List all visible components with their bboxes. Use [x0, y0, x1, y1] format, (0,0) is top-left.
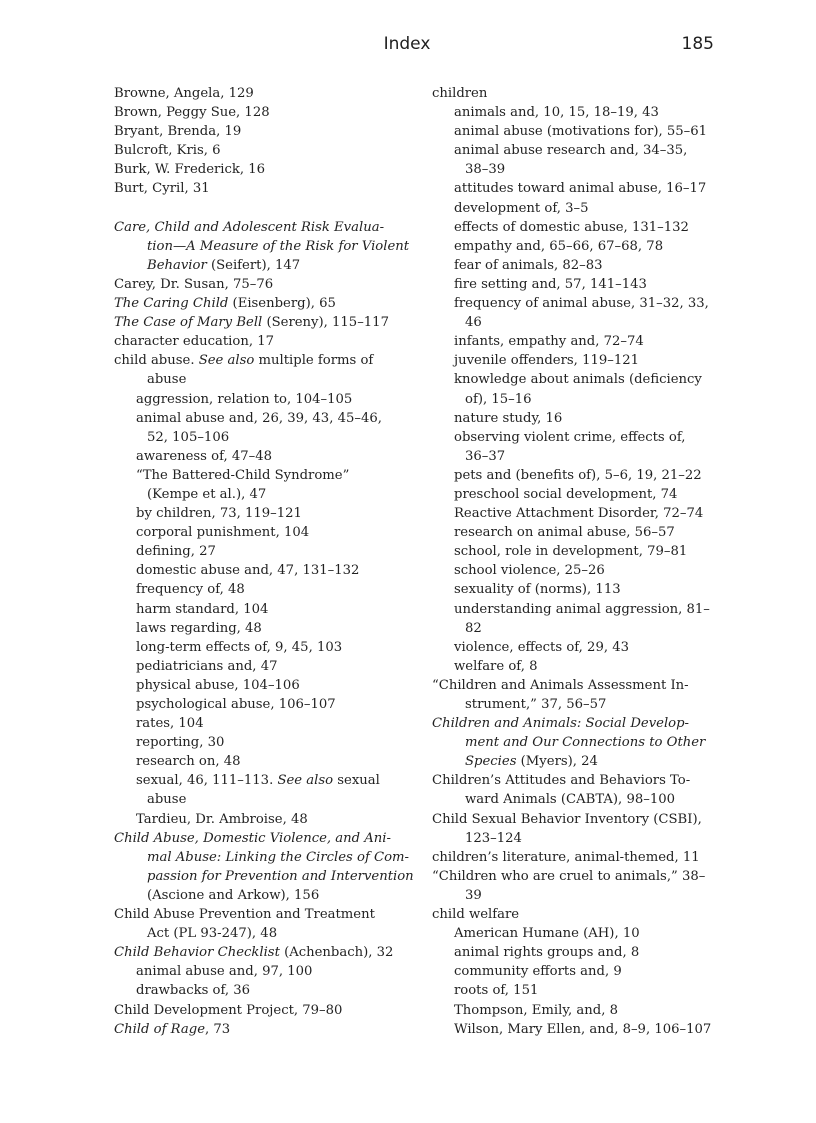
- index-entry: Bulcroft, Kris, 6: [114, 143, 221, 159]
- index-entry: Child Abuse, Domestic Violence, and Ani-: [114, 830, 391, 846]
- index-entry: preschool social development, 74: [454, 486, 678, 502]
- index-entry: Child Abuse Prevention and Treatment: [114, 907, 375, 923]
- index-entry: American Humane (AH), 10: [454, 926, 640, 942]
- index-entry: research on animal abuse, 56–57: [454, 525, 675, 541]
- index-entry: fear of animals, 82–83: [454, 257, 603, 273]
- index-entry: fire setting and, 57, 141–143: [454, 276, 647, 292]
- index-entry: child abuse. See also multiple forms of: [114, 353, 374, 369]
- index-entry: The Case of Mary Bell (Sereny), 115–117: [114, 315, 389, 331]
- index-entry: school violence, 25–26: [454, 563, 605, 579]
- index-entry: animal abuse and, 97, 100: [136, 964, 313, 980]
- index-entry: Children and Animals: Social Develop-: [432, 716, 690, 732]
- index-entry: Child Behavior Checklist (Achenbach), 32: [114, 945, 394, 961]
- index-entry: Act (PL 93-247), 48: [147, 926, 278, 942]
- index-entry: Child Sexual Behavior Inventory (CSBI),: [432, 811, 702, 827]
- index-entry: laws regarding, 48: [136, 620, 262, 636]
- index-entry: animal abuse and, 26, 39, 43, 45–46,: [136, 410, 382, 426]
- index-entry: Burk, W. Frederick, 16: [114, 162, 266, 178]
- index-entry: children: [432, 86, 488, 101]
- index-entry: awareness of, 47–48: [136, 448, 273, 464]
- index-entry: The Caring Child (Eisenberg), 65: [114, 296, 336, 312]
- index-entry: effects of domestic abuse, 131–132: [454, 219, 689, 235]
- index-entry: 52, 105–106: [147, 429, 230, 445]
- index-entry: psychological abuse, 106–107: [136, 697, 336, 712]
- index-entry: ment and Our Connections to Other: [465, 735, 706, 751]
- index-entry: animals and, 10, 15, 18–19, 43: [454, 105, 659, 121]
- index-entry: “Children and Animals Assessment In-: [432, 677, 689, 693]
- index-entry: pediatricians and, 47: [136, 658, 278, 674]
- index-entry: strument,” 37, 56–57: [465, 697, 607, 712]
- index-entry: Children’s Attitudes and Behaviors To-: [432, 773, 691, 789]
- index-entry: juvenile offenders, 119–121: [454, 353, 640, 369]
- index-entry: Tardieu, Dr. Ambroise, 48: [136, 811, 308, 827]
- index-entry: ward Animals (CABTA), 98–100: [465, 792, 675, 808]
- index-entry: Child of Rage, 73: [114, 1021, 231, 1037]
- index-entry: abuse: [147, 792, 187, 808]
- index-entry: physical abuse, 104–106: [136, 677, 300, 693]
- index-column-left: [114, 84, 414, 1039]
- index-entry: Child Development Project, 79–80: [114, 1002, 343, 1018]
- index-entry: infants, empathy and, 72–74: [454, 334, 644, 350]
- index-entry: abuse: [147, 372, 187, 388]
- index-entry: Carey, Dr. Susan, 75–76: [114, 276, 274, 292]
- index-entry: tion—A Measure of the Risk for Violent: [147, 238, 410, 254]
- index-entry: knowledge about animals (deficiency: [454, 372, 702, 388]
- index-entry: corporal punishment, 104: [136, 525, 310, 541]
- index-entry: Behavior (Seifert), 147: [147, 257, 301, 273]
- index-entry: attitudes toward animal abuse, 16–17: [454, 181, 707, 197]
- index-entry: Species (Myers), 24: [465, 754, 598, 770]
- index-entry: school, role in development, 79–81: [454, 544, 688, 560]
- index-entry: Reactive Attachment Disorder, 72–74: [454, 506, 704, 522]
- index-entry: long-term effects of, 9, 45, 103: [136, 639, 343, 655]
- index-entry: harm standard, 104: [136, 601, 269, 617]
- index-entry: welfare of, 8: [454, 658, 538, 674]
- index-entry: “Children who are cruel to animals,” 38–: [432, 868, 706, 884]
- index-entry: research on, 48: [136, 754, 241, 770]
- index-entry: Burt, Cyril, 31: [114, 181, 210, 197]
- index-entry: defining, 27: [136, 544, 216, 560]
- index-entry: domestic abuse and, 47, 131–132: [136, 563, 360, 579]
- index-entry: development of, 3–5: [454, 200, 589, 216]
- entry-gap: [114, 199, 414, 218]
- index-entry: 39: [465, 887, 482, 903]
- index-entry: (Kempe et al.), 47: [147, 486, 267, 502]
- index-entry: frequency of animal abuse, 31–32, 33,: [454, 296, 709, 312]
- index-entry: 38–39: [465, 162, 506, 178]
- index-entry: mal Abuse: Linking the Circles of Com-: [147, 849, 410, 865]
- index-entry: Browne, Angela, 129: [114, 86, 254, 101]
- index-entry: animal abuse research and, 34–35,: [454, 143, 688, 159]
- index-entry: 123–124: [465, 830, 522, 846]
- index-entry: pets and (benefits of), 5–6, 19, 21–22: [454, 467, 702, 483]
- index-entry: 36–37: [465, 448, 506, 464]
- index-entry: violence, effects of, 29, 43: [454, 639, 629, 655]
- index-entry: by children, 73, 119–121: [136, 506, 302, 522]
- index-entry: children’s literature, animal-themed, 11: [432, 849, 700, 865]
- index-entry: passion for Prevention and Intervention: [147, 868, 414, 884]
- index-entry: Care, Child and Adolescent Risk Evalua-: [114, 219, 385, 235]
- index-entry: frequency of, 48: [136, 582, 245, 598]
- index-entry: “The Battered-Child Syndrome”: [136, 467, 350, 483]
- index-entry: 82: [465, 620, 482, 636]
- index-entry: sexual, 46, 111–113. See also sexual: [136, 773, 380, 789]
- index-entry: sexuality of (norms), 113: [454, 582, 621, 598]
- running-header-title: Index: [383, 34, 431, 54]
- index-entry: (Ascione and Arkow), 156: [147, 887, 320, 903]
- index-entry: child welfare: [432, 907, 520, 923]
- index-entry: understanding animal aggression, 81–: [454, 601, 710, 617]
- index-column-right: [432, 84, 732, 1039]
- index-entry: 46: [465, 315, 482, 331]
- index-entry: roots of, 151: [454, 983, 539, 999]
- index-entry: reporting, 30: [136, 735, 225, 751]
- index-entry: Thompson, Emily, and, 8: [454, 1002, 618, 1018]
- page-number: 185: [681, 34, 714, 54]
- index-entry: of), 15–16: [465, 391, 532, 407]
- index-entry: Bryant, Brenda, 19: [114, 124, 242, 140]
- index-entry: Wilson, Mary Ellen, and, 8–9, 106–107: [454, 1021, 712, 1037]
- index-entry: community efforts and, 9: [454, 964, 622, 980]
- index-entry: drawbacks of, 36: [136, 983, 251, 999]
- index-entry: animal abuse (motivations for), 55–61: [454, 124, 708, 140]
- index-entry: observing violent crime, effects of,: [454, 429, 686, 445]
- index-entry: character education, 17: [114, 334, 274, 350]
- index-entry: rates, 104: [136, 716, 204, 732]
- index-entry: Brown, Peggy Sue, 128: [114, 105, 270, 121]
- index-entry: animal rights groups and, 8: [454, 945, 640, 961]
- index-entry: aggression, relation to, 104–105: [136, 391, 353, 407]
- index-entry: empathy and, 65–66, 67–68, 78: [454, 238, 664, 254]
- index-entry: nature study, 16: [454, 410, 563, 426]
